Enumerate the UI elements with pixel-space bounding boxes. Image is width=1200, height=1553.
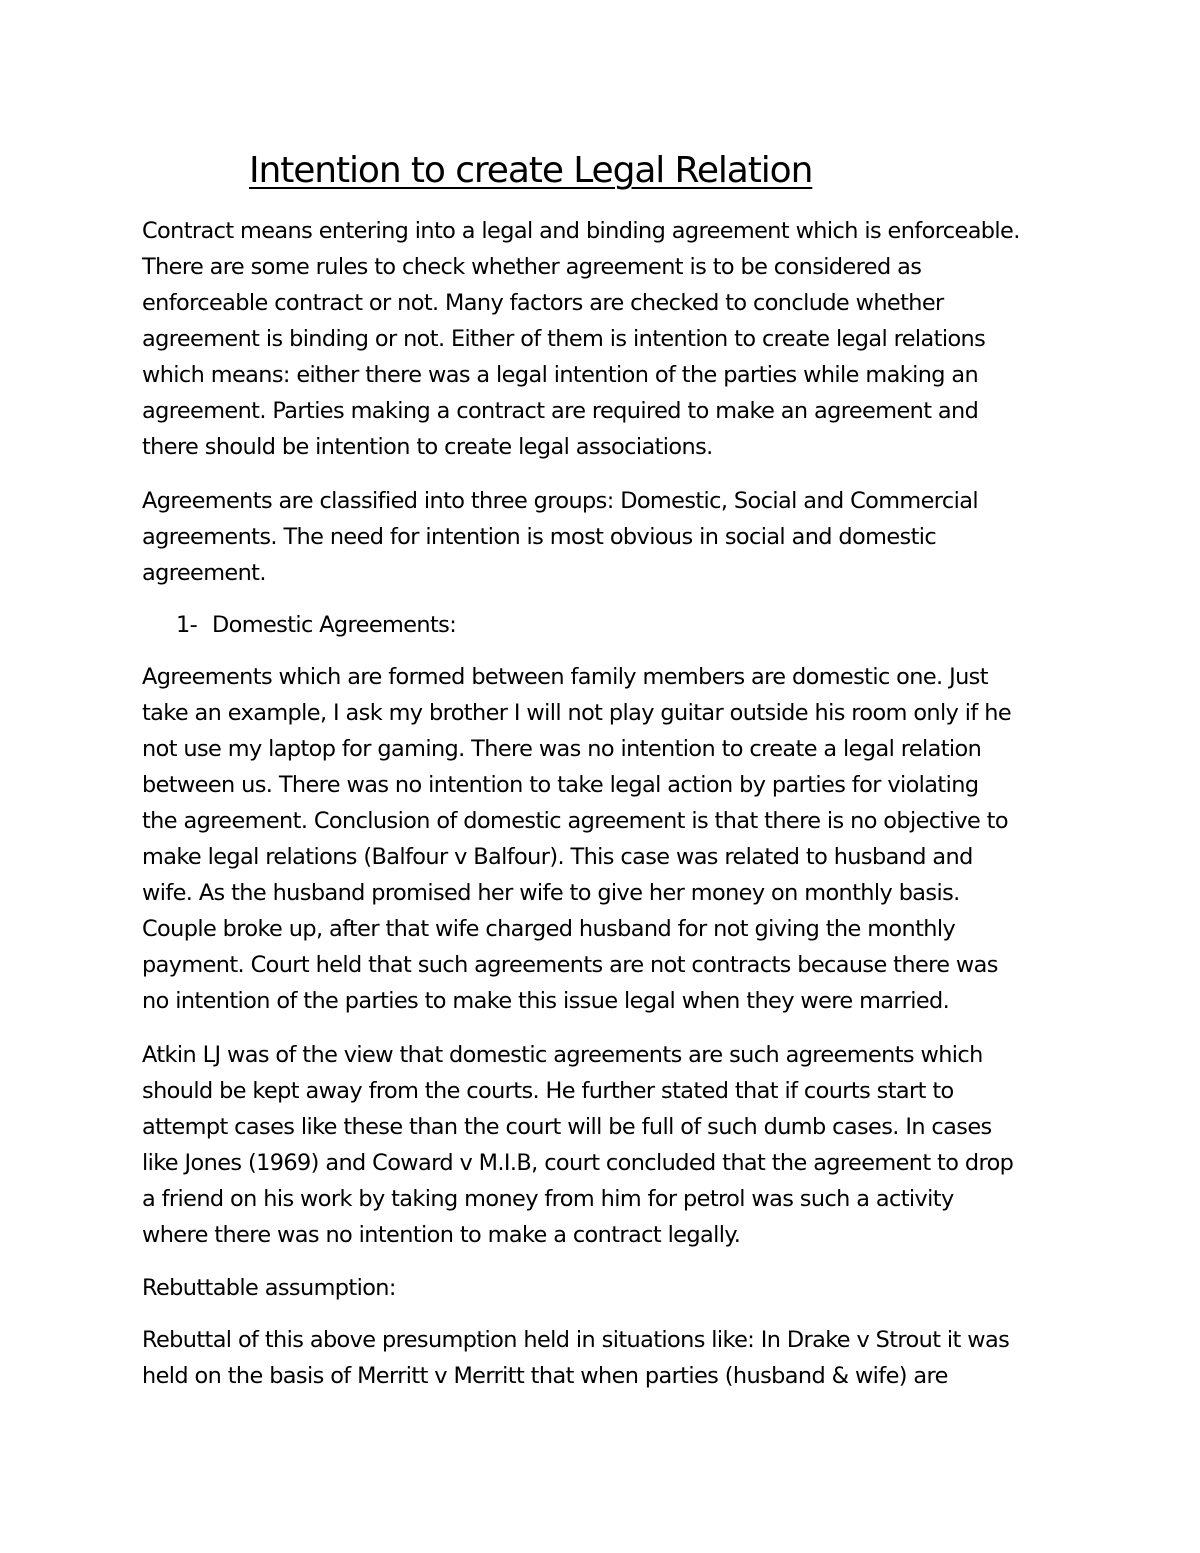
- text-line: make legal relations (Balfour v Balfour). This case was related to husband and: [142, 844, 973, 870]
- text-line: payment. Court held that such agreements are not contracts because there was: [142, 952, 998, 978]
- text-line: Agreements which are formed between family members are domestic one. Just: [142, 664, 988, 690]
- text-line: no intention of the parties to make this issue legal when they were married.: [142, 988, 950, 1014]
- text-line: should be kept away from the courts. He further stated that if courts start to: [142, 1078, 954, 1104]
- text-line: where there was no intention to make a contract legally.: [142, 1222, 741, 1248]
- text-line: a friend on his work by taking money from him for petrol was such a activity: [142, 1186, 954, 1212]
- text-line: agreement.: [142, 560, 266, 586]
- text-line: attempt cases like these than the court will be full of such dumb cases. In cases: [142, 1114, 992, 1140]
- list-item-domestic-agreements: [176, 607, 456, 643]
- text-line: agreement. Parties making a contract are required to make an agreement and: [142, 398, 979, 424]
- text-line: the agreement. Conclusion of domestic agreement is that there is no objective to: [142, 808, 1008, 834]
- paragraph-atkin-lj: [142, 1037, 1072, 1253]
- document-title: Intention to create Legal Relation: [249, 150, 813, 191]
- text-line: wife. As the husband promised her wife to give her money on monthly basis.: [142, 880, 960, 906]
- paragraph-contract-definition: [142, 213, 1072, 465]
- text-line: take an example, I ask my brother I will not play guitar outside his room only if he: [142, 700, 1011, 726]
- list-number: 1-: [176, 612, 198, 638]
- text-line: like Jones (1969) and Coward v M.I.B, court concluded that the agreement to drop: [142, 1150, 1014, 1176]
- paragraph-rebuttal: [142, 1322, 1072, 1394]
- text-line: not use my laptop for gaming. There was no intention to create a legal relation: [142, 736, 982, 762]
- text-line: Couple broke up, after that wife charged husband for not giving the monthly: [142, 916, 956, 942]
- paragraph-agreement-groups: [142, 483, 1072, 591]
- text-line: there should be intention to create legal associations.: [142, 434, 713, 460]
- text-line: Rebuttable assumption:: [142, 1275, 396, 1301]
- text-line: agreement is binding or not. Either of them is intention to create legal relations: [142, 326, 986, 352]
- paragraph-rebuttable-assumption: [142, 1270, 1072, 1306]
- text-line: enforceable contract or not. Many factors are checked to conclude whether: [142, 290, 944, 316]
- text-line: between us. There was no intention to take legal action by parties for violating: [142, 772, 979, 798]
- text-line: Agreements are classified into three groups: Domestic, Social and Commercial: [142, 488, 978, 514]
- paragraph-domestic-agreements: [142, 659, 1072, 1019]
- text-line: Rebuttal of this above presumption held in situations like: In Drake v Strout it was: [142, 1327, 1010, 1353]
- text-line: held on the basis of Merritt v Merritt that when parties (husband & wife) are: [142, 1363, 948, 1389]
- text-line: Atkin LJ was of the view that domestic agreements are such agreements which: [142, 1042, 983, 1068]
- text-line: which means: either there was a legal intention of the parties while making an: [142, 362, 979, 388]
- text-line: agreements. The need for intention is most obvious in social and domestic: [142, 524, 937, 550]
- text-line: There are some rules to check whether agreement is to be considered as: [142, 254, 922, 280]
- list-label: Domestic Agreements:: [212, 612, 457, 638]
- text-line: Contract means entering into a legal and binding agreement which is enforceable.: [142, 218, 1020, 244]
